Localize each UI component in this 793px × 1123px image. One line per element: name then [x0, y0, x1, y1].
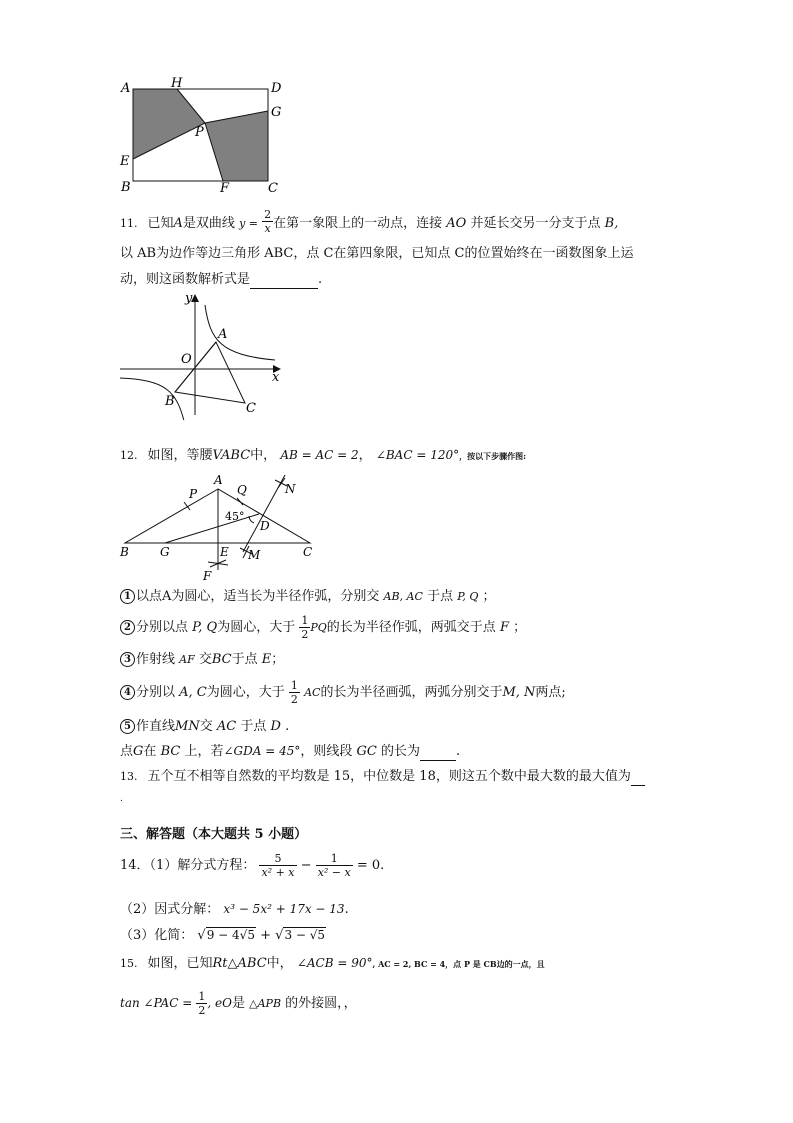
q12-var: P, Q [192, 620, 218, 635]
label-C: C [246, 401, 256, 416]
label-M: M [248, 548, 261, 562]
step-number-5: 5 [120, 719, 135, 734]
sqrt-symbol: √ [275, 928, 284, 943]
q12-text: ； [482, 589, 496, 604]
label-A: A [214, 473, 223, 487]
q14-part3 [120, 926, 326, 945]
q12-text: ， [358, 448, 372, 463]
q12-eq: ∠GDA = 45° [223, 744, 301, 758]
q11-var: AO [446, 216, 467, 231]
label-F: F [203, 569, 212, 583]
label-45deg: 45° [225, 510, 245, 523]
arc-mark-n2 [278, 478, 285, 488]
arc-mark-q [237, 498, 243, 505]
q13-text: 五个互不相等自然数的平均数是 15，中位数是 18，则这五个数中最大数的最大值为 [147, 769, 631, 784]
q13-number: 13. [120, 770, 138, 783]
q14-number: 14． [120, 858, 150, 873]
step-number-3: 3 [120, 652, 135, 667]
q12-var: MN [175, 719, 200, 734]
q12-text: 作直线 [136, 719, 176, 734]
q12-text: 点 [120, 744, 134, 759]
q12-text: 中， [250, 448, 277, 463]
q12-text: 于点 [427, 589, 454, 604]
q12-question [120, 742, 460, 761]
frac-num: 2 [264, 208, 272, 221]
q14-text: . [380, 858, 385, 873]
label-O: O [181, 352, 192, 367]
label-B: B [165, 394, 175, 409]
label-G: G [271, 105, 282, 120]
q14-expr: x³ − 5x² + 17x − 13 [223, 902, 345, 916]
label-P: P [189, 487, 198, 501]
frac-num: 1 [198, 990, 206, 1003]
q12-var: AC [304, 686, 321, 699]
hyperbola-branch-1 [205, 305, 275, 360]
hyperbola-branch-2 [120, 378, 185, 420]
q15-text: 如图，已知 [147, 956, 213, 971]
q14-text: （2）因式分解： [120, 902, 220, 917]
label-C: C [268, 181, 278, 196]
q12-text: 的长为半径画弧，两弧分别交于 [320, 685, 503, 700]
q11-text: 并延长交另一分支于点 [470, 216, 601, 231]
q12-half [299, 614, 310, 641]
q12-number: 12. [120, 449, 138, 462]
q15-text: 中， [266, 956, 293, 971]
q12-step5 [120, 718, 289, 736]
frac-den: x² − x [317, 866, 351, 879]
q15-var: △APB [249, 997, 282, 1010]
label-F: F [220, 181, 230, 196]
q12-step1 [120, 588, 496, 606]
q14-part1 [120, 852, 384, 879]
q12-var: G [133, 744, 144, 759]
q12-text: 在 [143, 744, 157, 759]
segment-gd [165, 514, 259, 543]
q15-var: Rt△ABC [212, 956, 267, 971]
step-number-1: 1 [120, 589, 135, 604]
q15-half [196, 990, 207, 1017]
q12-small: ，按以下步骤作图: [459, 451, 527, 461]
q12-text: . [456, 744, 461, 759]
q12-var: F [499, 620, 509, 635]
q12-text: 上，若 [184, 744, 224, 759]
q12-var: AC [216, 719, 237, 734]
frac-den: x² + x [261, 866, 295, 879]
q11-text: 在第一象限上的一动点，连接 [273, 216, 443, 231]
step-number-2: 2 [120, 620, 135, 635]
q14-text: （1）解分式方程： [149, 858, 256, 873]
q11-line2: 以 AB为边作等边三角形 ABC，点 C在第四象限，已知点 C的位置始终在一函数图象上运 [120, 246, 634, 261]
q15-tan: tan ∠PAC = [120, 996, 193, 1010]
label-B: B [120, 545, 129, 559]
shaded-region-left [133, 89, 205, 159]
q12-text: 分别以点 [136, 620, 189, 635]
q12-var: PQ [310, 621, 327, 634]
q12-intro [120, 446, 526, 465]
q12-text: 两点; [535, 685, 566, 700]
label-E: E [220, 545, 229, 559]
q15-text: 是 [231, 996, 245, 1011]
q15-text: 的外接圆，， [285, 996, 357, 1011]
frac-den: 2 [198, 1004, 206, 1017]
q14-fraction-2 [316, 852, 353, 879]
q12-step3 [120, 651, 284, 669]
q15-number: 15. [120, 957, 138, 970]
label-y: y [185, 291, 193, 306]
q14-part2 [120, 900, 349, 919]
q12-text: ； [513, 620, 527, 635]
q12-half [289, 679, 300, 706]
label-A: A [218, 327, 228, 342]
q11-text: 是双曲线 [182, 216, 235, 231]
q11-number: 11. [120, 217, 138, 230]
q15-line1 [120, 954, 545, 973]
q12-var: VABC [212, 448, 251, 463]
q14-eq: = 0 [356, 858, 381, 873]
q15-eq: ∠ACB = 90° [296, 956, 373, 970]
sqrt-symbol: √ [197, 928, 206, 943]
label-D: D [260, 519, 270, 533]
label-C: C [303, 545, 313, 559]
q11-line3 [120, 271, 322, 289]
frac-den: x [264, 222, 271, 235]
q12-text: 作射线 [136, 652, 176, 667]
q12-eq: AB = AC = 2 [280, 448, 359, 462]
label-A: A [121, 81, 131, 96]
figure-rectangle-shaded [110, 74, 310, 199]
q12-text: ； [271, 652, 285, 667]
q11-line1 [120, 210, 618, 237]
q12-text: 分别以 [136, 685, 176, 700]
q12-text: 的长为半径作弧，两弧交于点 [326, 620, 496, 635]
q12-text: 交 [199, 719, 213, 734]
q12-var: A, C [179, 685, 207, 700]
q14-text: . [344, 902, 349, 917]
figure-hyperbola [115, 290, 295, 420]
frac-num: 5 [259, 852, 296, 866]
radicand-2: 3 − √5 [284, 928, 326, 942]
q12-text: 为圆心，大于 [206, 685, 285, 700]
frac-num: 1 [290, 679, 298, 692]
q12-var: E [261, 652, 272, 667]
q12-var: M, N [502, 685, 536, 700]
q12-step4 [120, 679, 566, 706]
label-H: H [171, 76, 183, 91]
q12-step2 [120, 614, 526, 641]
section-title: 三、解答题（本大题共 5 小题） [120, 827, 308, 842]
step-number-4: 4 [120, 685, 135, 700]
q12-text: . [285, 719, 290, 734]
frac-den: 2 [290, 693, 298, 706]
q12-var: P, Q [457, 590, 479, 603]
q11-text: 动，则这函数解析式是 [120, 272, 251, 287]
q12-var: BC [160, 744, 181, 759]
q11-text: . [318, 272, 323, 287]
q14-op: − [300, 858, 312, 873]
answer-blank[interactable] [250, 274, 318, 289]
q12-text: 交 [198, 652, 212, 667]
label-P: P [195, 125, 204, 140]
q14-op: + [260, 928, 271, 943]
q12-var: AF [179, 653, 195, 666]
q12-text: ，则线段 [300, 744, 353, 759]
label-N: N [285, 482, 296, 496]
frac-num: 1 [301, 614, 309, 627]
label-G: G [160, 545, 170, 559]
q12-text: 于点 [240, 719, 267, 734]
q11-fraction [262, 208, 273, 235]
label-B: B [121, 180, 131, 195]
label-D: D [271, 81, 282, 96]
q13-line1 [120, 768, 645, 786]
q11-var: A [173, 216, 183, 231]
q12-var: AB, AC [383, 590, 423, 603]
q15-var: , eO [207, 996, 232, 1010]
q12-eq: ∠BAC = 120° [375, 448, 460, 462]
frac-num: 1 [316, 852, 353, 866]
q15-line2 [120, 990, 357, 1017]
answer-blank[interactable] [631, 771, 645, 786]
q12-text: 以点A为圆心，适当长为半径作弧，分别交 [136, 589, 380, 604]
q15-small: , AC = 2, BC = 4，点 P 是 CB边的一点，且 [372, 959, 545, 969]
q11-text: 已知 [147, 216, 174, 231]
radicand-1: 9 − 4√5 [206, 928, 255, 942]
q12-var: GC [356, 744, 377, 759]
q12-text: 如图，等腰 [147, 448, 213, 463]
answer-blank[interactable] [420, 746, 456, 761]
figure-isosceles-triangle [115, 470, 325, 585]
q11-var: B, [604, 216, 619, 231]
q11-eq: y = [239, 217, 258, 230]
q12-text: 的长为 [381, 744, 421, 759]
q12-text: 为圆心，大于 [217, 620, 296, 635]
label-Q: Q [237, 483, 247, 497]
q14-fraction-1 [259, 852, 296, 879]
q12-var: D [270, 719, 281, 734]
frac-den: 2 [301, 628, 309, 641]
q12-text: 于点 [231, 652, 258, 667]
label-x: x [272, 370, 280, 385]
q13-dot: . [120, 794, 123, 804]
q12-var: BC [211, 652, 232, 667]
label-E: E [120, 154, 130, 169]
q14-text: （3）化简： [120, 928, 194, 943]
